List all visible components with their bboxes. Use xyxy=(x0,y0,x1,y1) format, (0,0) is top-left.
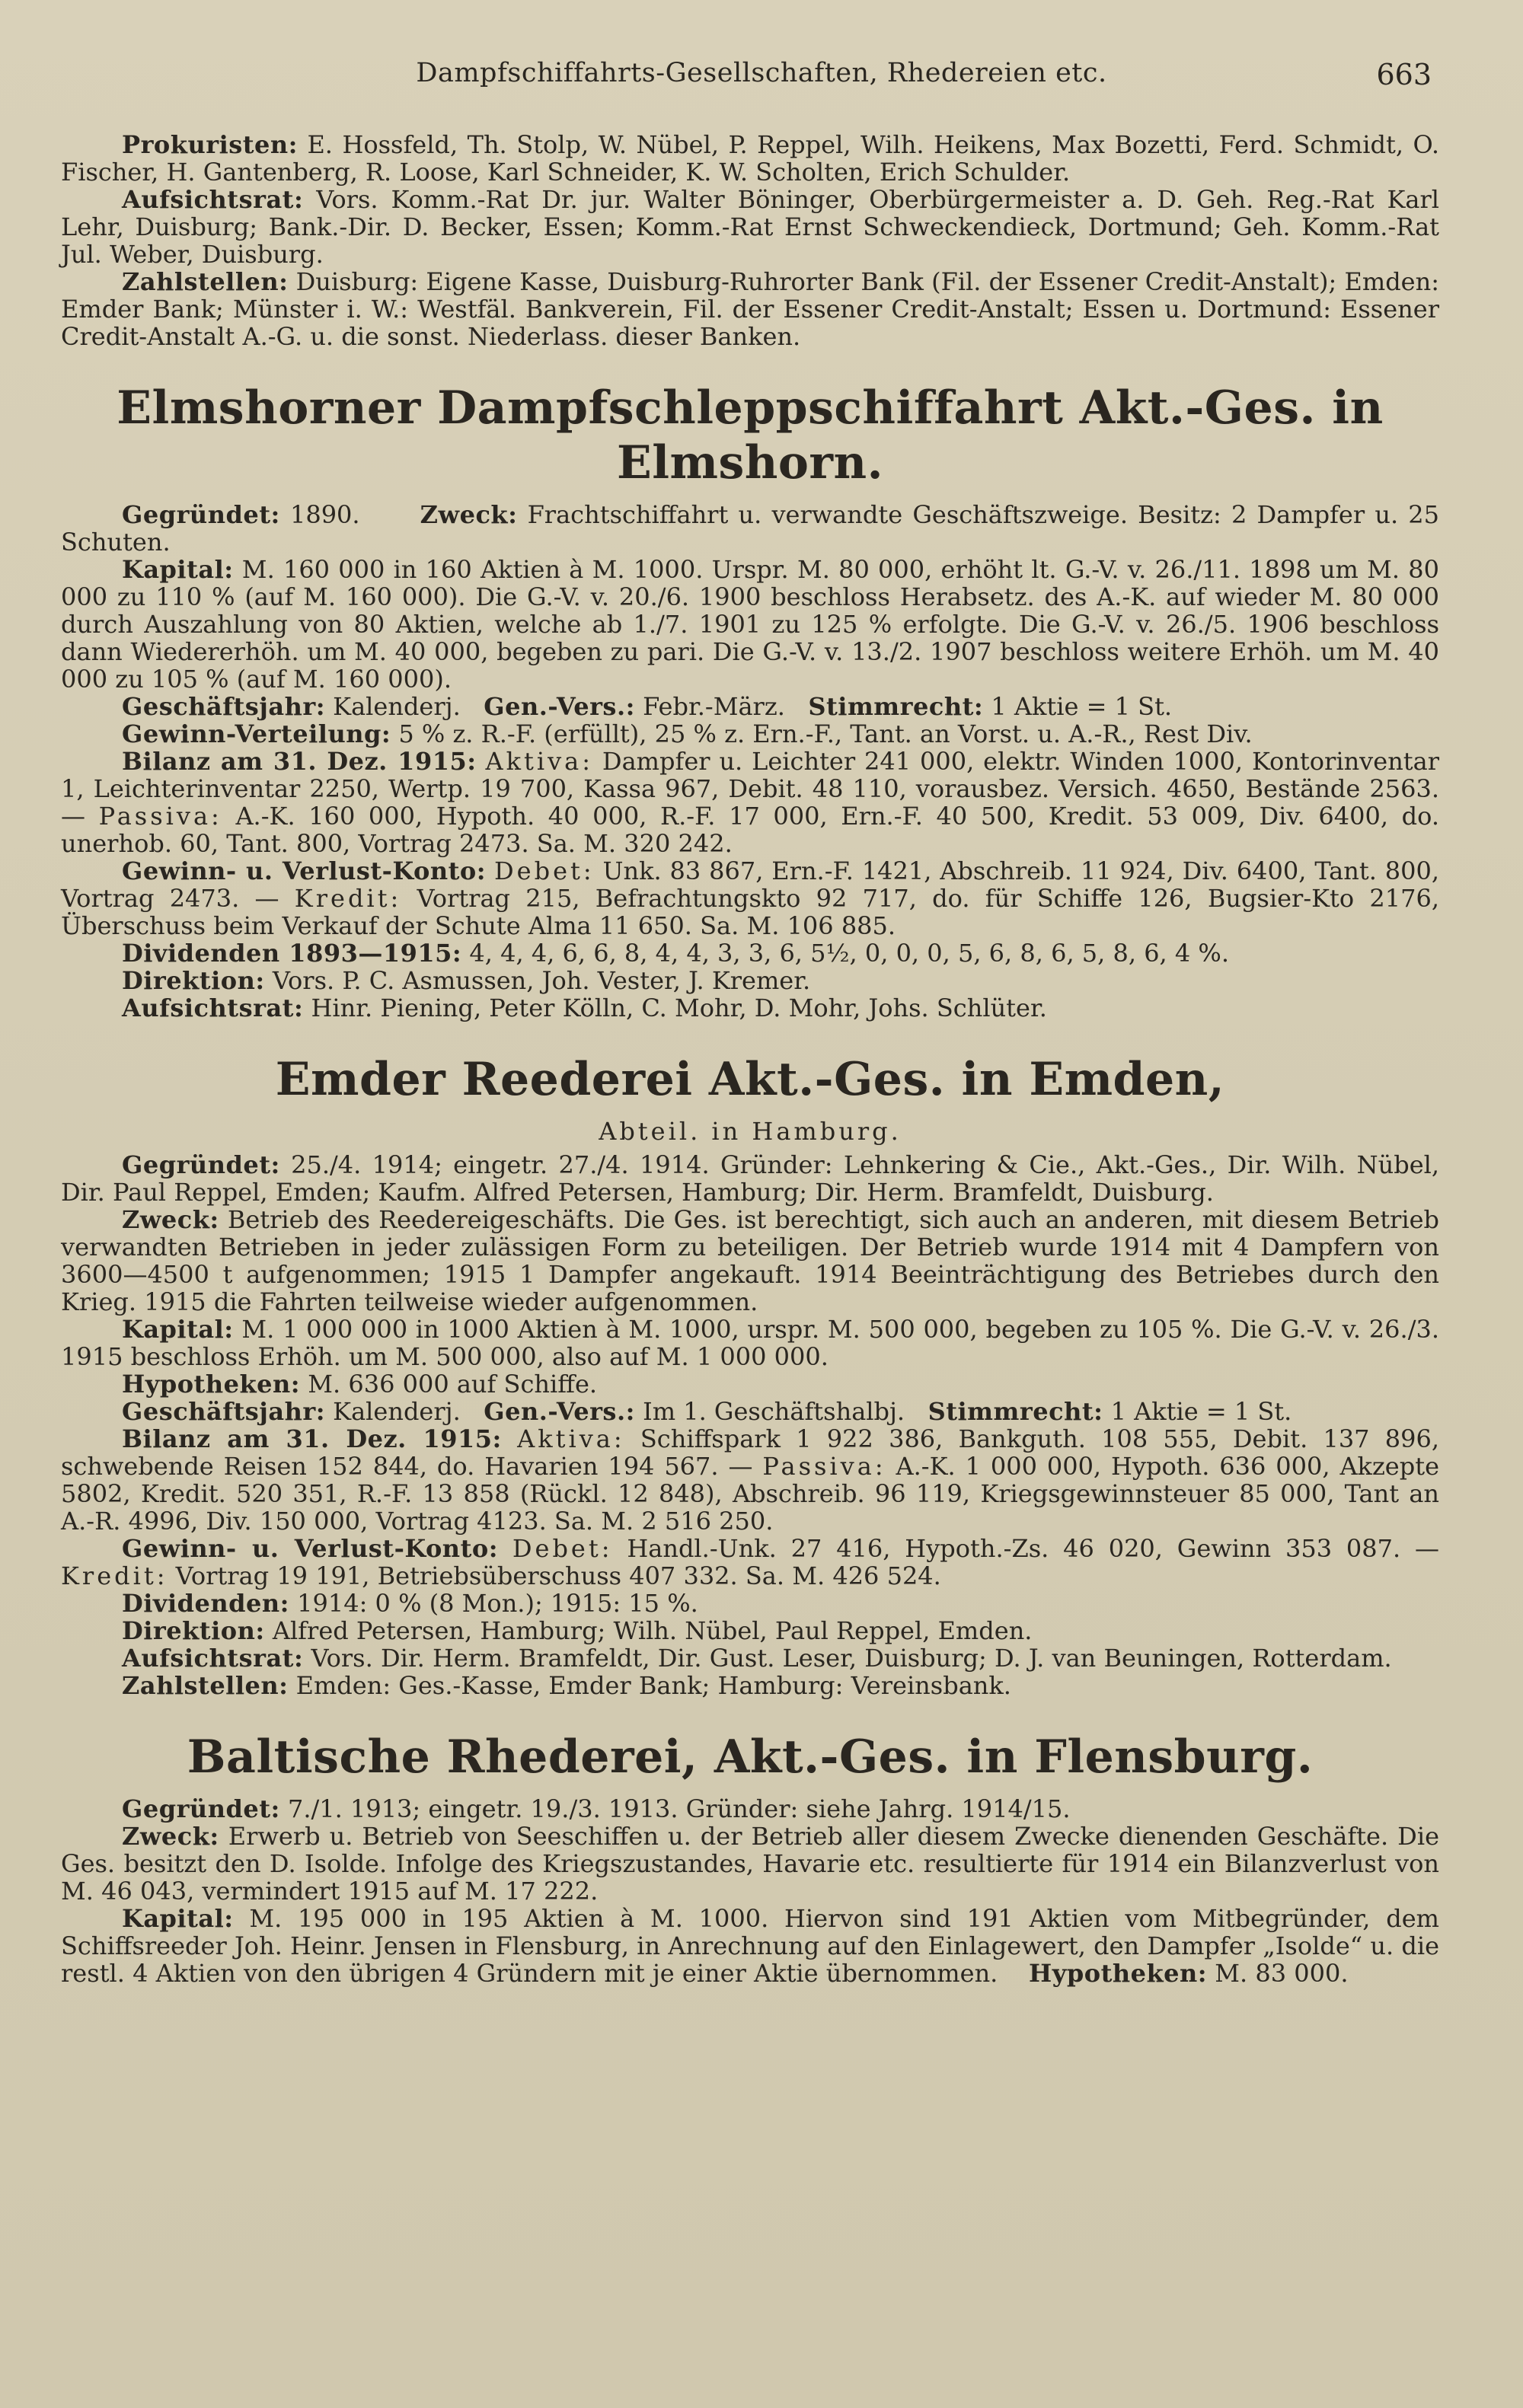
field-label: Hypotheken: xyxy=(122,1370,301,1399)
geschaeftsjahr-paragraph xyxy=(61,693,1439,720)
field-label: Stimmrecht: xyxy=(808,692,984,721)
bilanz-paragraph xyxy=(61,748,1439,857)
zahlstellen-paragraph xyxy=(61,1672,1439,1699)
field-label: Aufsichtsrat: xyxy=(122,1644,304,1673)
geschaeftsjahr-paragraph xyxy=(61,1398,1439,1425)
field-sublabel: Debet: xyxy=(493,856,595,885)
field-sublabel: Passiva: xyxy=(762,1452,886,1481)
field-text: Schiffspark 1 922 386, Bankguth. 108 555, Debit. 137 896, schwebende Reisen 152 844, do. Havarien 194 567. — xyxy=(61,1424,1440,1481)
field-text: 1 Aktie = 1 St. xyxy=(1110,1397,1292,1426)
field-text: A.-K. 1 000 000, Hypoth. 636 000, Akzepte 5802, Kredit. 520 351, R.-F. 13 858 (Rückl. 12 848), Abschreib. 96 119, Kriegsgewinnsteuer 85 000, Tant an A.-R. 4996, Div. 150 000, Vortrag 4123. Sa. M. 2 516 250. xyxy=(61,1452,1440,1536)
gegruendet-paragraph xyxy=(61,1795,1439,1823)
kapital-paragraph xyxy=(61,1316,1439,1370)
field-sublabel: Debet: xyxy=(512,1534,613,1563)
page-content xyxy=(61,131,1439,1987)
field-text: Alfred Petersen, Hamburg; Wilh. Nübel, Paul Reppel, Emden. xyxy=(272,1616,1033,1645)
field-label: Prokuristen: xyxy=(122,130,298,159)
field-text: Dampfer u. Leichter 241 000, elektr. Winden 1000, Kontorinventar 1, Leichterinventar 2250, Wertp. 19 700, Kassa 967, Debit. 48 110, vorausbez. Versich. 4650, Bestände 2563. — xyxy=(61,747,1440,831)
field-text: 1 Aktie = 1 St. xyxy=(991,692,1173,721)
field-text: Febr.-März. xyxy=(643,692,785,721)
field-label: Aufsichtsrat: xyxy=(122,185,304,214)
dividenden-paragraph xyxy=(61,939,1439,967)
field-text: M. 195 000 in 195 Aktien à M. 1000. Hiervon sind 191 Aktien vom Mitbegründer, dem Schiffsreeder Joh. Heinr. Jensen in Flensburg, in Anrechnung auf den Einlagewert, den Dampfer „Isolde“ u. die restl. 4 Aktien von den übrigen 4 Gründern mit je einer Aktie übernommen. xyxy=(61,1904,1439,1988)
field-label: Kapital: xyxy=(122,555,234,584)
field-text: M. 83 000. xyxy=(1215,1959,1349,1988)
field-text: Lehnkering & Cie., Akt.-Ges., Dir. Wilh. Nübel, Dir. Paul Reppel, Emden; Kaufm. Alfred Petersen, Hamburg; Dir. Herm. Bramfeldt, Duisburg. xyxy=(61,1150,1440,1207)
field-text: 4, 4, 4, 6, 6, 8, 4, 4, 3, 3, 6, 5½, 0, 0, 0, 5, 6, 8, 6, 5, 8, 6, 4 %. xyxy=(469,939,1229,968)
field-sublabel: Passiva: xyxy=(98,802,222,831)
field-text: Betrieb des Reedereigeschäfts. Die Ges. ist berechtigt, sich auch an anderen, mit diesem Betrieb verwandten Betrieben in jeder zulässigen Form zu beteiligen. Der Betrieb wurde 1914 mit 4 Dampfern von 3600—4500 t aufgenommen; 1915 1 Dampfer angekauft. 1914 Beeinträchtigung des Betriebes durch den Krieg. 1915 die Fahrten teilweise wieder aufgenommen. xyxy=(61,1205,1440,1316)
kapital-paragraph xyxy=(61,556,1439,693)
field-text: 25./4. 1914; eingetr. 27./4. 1914. xyxy=(291,1150,710,1179)
field-text: Kalenderj. xyxy=(333,1397,461,1426)
aufsichtsrat-paragraph xyxy=(61,994,1439,1022)
gewinn-verlust-paragraph xyxy=(61,1535,1439,1590)
hypotheken-paragraph xyxy=(61,1370,1439,1398)
zweck-paragraph xyxy=(61,1206,1439,1316)
field-label: Bilanz am 31. Dez. 1915: xyxy=(122,1424,502,1453)
company-title: Baltische Rhederei, Akt.-Ges. in Flensburg. xyxy=(187,1730,1314,1784)
field-text: siehe Jahrg. 1914/15. xyxy=(806,1794,1071,1823)
field-text: A.-K. 160 000, Hypoth. 40 000, R.-F. 17 000, Ern.-F. 40 500, Kredit. 53 009, Div. 6400, do. unerhob. 60, Tant. 800, Vortrag 2473. Sa. M. 320 242. xyxy=(61,802,1440,858)
field-label: Geschäftsjahr: xyxy=(122,692,325,721)
zahlstellen-paragraph xyxy=(61,268,1439,350)
field-text: M. 160 000 in 160 Aktien à M. 1000. Urspr. M. 80 000, erhöht lt. G.-V. v. 26./11. 1898 um M. 80 000 zu 110 % (auf M. 160 000). Die G.-V. v. 20./6. 1900 beschloss Herabsetz. des A.-K. auf wieder M. 80 000 durch Auszahlung von 80 Aktien, welche ab 1./7. 1901 zu 125 % erfolgte. Die G.-V. v. 26./5. 1906 beschloss dann Wiedererhöh. um M. 40 000, begeben zu pari. Die G.-V. v. 13./2. 1907 beschloss weitere Erhöh. um M. 40 000 zu 105 % (auf M. 160 000). xyxy=(61,555,1440,694)
field-label: Bilanz am 31. Dez. 1915: xyxy=(122,747,477,776)
field-text: M. 636 000 auf Schiffe. xyxy=(308,1370,598,1399)
field-sublabel: Aktiva: xyxy=(485,747,593,776)
field-text: Vors. P. C. Asmussen, Joh. Vester, J. Kremer. xyxy=(272,966,811,995)
bilanz-paragraph xyxy=(61,1425,1439,1535)
field-text: Vors. Dir. Herm. Bramfeldt, Dir. Gust. Leser, Duisburg; D. J. van Beuningen, Rotterdam. xyxy=(311,1644,1392,1673)
field-label: Zahlstellen: xyxy=(122,267,289,296)
field-label: Zweck: xyxy=(122,1205,219,1234)
field-text: Vortrag 215, Befrachtungskto 92 717, do. für Schiffe 126, Bugsier-Kto 2176, Überschuss beim Verkauf der Schute Alma 11 650. Sa. M. 106 885. xyxy=(61,884,1440,940)
direktion-paragraph xyxy=(61,1617,1439,1644)
gewinn-verlust-paragraph xyxy=(61,857,1439,939)
field-label: Gewinn- u. Verlust-Konto: xyxy=(122,856,487,885)
field-text: Duisburg: Eigene Kasse, Duisburg-Ruhrorter Bank (Fil. der Essener Credit-Anstalt); Emden: Emder Bank; Münster i. W.: Westfäl. Bankverein, Fil. der Essener Credit-Anstalt; Essen u. Dortmund: Essener Credit-Anstalt A.-G. u. die sonst. Niederlass. dieser Banken. xyxy=(61,267,1440,351)
field-label: Gegründet: xyxy=(122,500,280,529)
gewinn-verteilung-paragraph xyxy=(61,720,1439,748)
field-sublabel: Gründer: xyxy=(720,1150,833,1179)
direktion-paragraph xyxy=(61,967,1439,994)
field-text: Hinr. Piening, Peter Kölln, C. Mohr, D. Mohr, Johs. Schlüter. xyxy=(311,993,1047,1022)
field-text: Kalenderj. xyxy=(333,692,461,721)
company-title: Elmshorner Dampfschleppschiffahrt Akt.-Ges. in Elmshorn. xyxy=(117,381,1384,490)
field-sublabel: Kredit: xyxy=(294,884,402,913)
field-text: E. Hossfeld, Th. Stolp, W. Nübel, P. Reppel, Wilh. Heikens, Max Bozetti, Ferd. Schmidt, O. Fischer, H. Gantenberg, R. Loose, Karl Schneider, K. W. Scholten, Erich Schulder. xyxy=(61,130,1440,187)
kapital-paragraph xyxy=(61,1905,1439,1987)
field-label: Direktion: xyxy=(122,966,265,995)
field-sublabel: Aktiva: xyxy=(517,1424,625,1453)
prokuristen-paragraph xyxy=(61,131,1439,186)
field-label: Kapital: xyxy=(122,1315,234,1344)
field-text: 1914: 0 % (8 Mon.); 1915: 15 %. xyxy=(297,1589,698,1618)
company-title: Emder Reederei Akt.-Ges. in Emden, xyxy=(275,1053,1225,1106)
company-subtitle: Abteil. in Hamburg. xyxy=(599,1117,902,1146)
field-text: Handl.-Unk. 27 416, Hypoth.-Zs. 46 020, Gewinn 353 087. — xyxy=(627,1534,1439,1563)
field-text: Erwerb u. Betrieb von Seeschiffen u. der Betrieb aller diesem Zwecke dienenden Geschäfte. Die Ges. besitzt den D. Isolde. Infolge des Kriegszustandes, Havarie etc. resultierte für 1914 ein Bilanzverlust von M. 46 043, vermindert 1915 auf M. 17 222. xyxy=(61,1822,1440,1906)
field-label: Dividenden: xyxy=(122,1589,289,1618)
field-label: Aufsichtsrat: xyxy=(122,993,304,1022)
running-title: Dampfschiffahrts-Gesellschaften, Rhedereien etc. xyxy=(416,58,1107,88)
field-text: Emden: Ges.-Kasse, Emder Bank; Hamburg: Vereinsbank. xyxy=(295,1671,1011,1700)
field-text: Im 1. Geschäftshalbj. xyxy=(643,1397,905,1426)
field-label: Zweck: xyxy=(122,1822,219,1851)
page-number: 663 xyxy=(1376,58,1432,91)
field-text: Frachtschiffahrt u. verwandte Geschäftszweige. Besitz: 2 Dampfer u. 25 Schuten. xyxy=(61,500,1440,557)
field-label: Gewinn- u. Verlust-Konto: xyxy=(122,1534,498,1563)
gegruendet-paragraph xyxy=(61,1151,1439,1206)
field-label: Gegründet: xyxy=(122,1150,280,1179)
dividenden-paragraph xyxy=(61,1590,1439,1617)
field-text: 7./1. 1913; eingetr. 19./3. 1913. xyxy=(287,1794,678,1823)
field-label: Gen.-Vers.: xyxy=(484,692,635,721)
aufsichtsrat-paragraph xyxy=(61,1644,1439,1672)
field-text: Unk. 83 867, Ern.-F. 1421, Abschreib. 11 924, Div. 6400, Tant. 800, Vortrag 2473. — xyxy=(61,856,1440,913)
field-text: M. 1 000 000 in 1000 Aktien à M. 1000, urspr. M. 500 000, begeben zu 105 %. Die G.-V. v. 26./3. 1915 beschloss Erhöh. um M. 500 000, also auf M. 1 000 000. xyxy=(61,1315,1440,1371)
field-label: Stimmrecht: xyxy=(928,1397,1103,1426)
field-label: Zweck: xyxy=(420,500,518,529)
aufsichtsrat-paragraph xyxy=(61,186,1439,268)
page-header xyxy=(0,53,1523,99)
field-text: Vors. Komm.-Rat Dr. jur. Walter Böninger, Oberbürgermeister a. D. Geh. Reg.-Rat Karl Lehr, Duisburg; Bank.-Dir. D. Becker, Essen; Komm.-Rat Ernst Schweckendieck, Dortmund; Geh. Komm.-Rat Jul. Weber, Duisburg. xyxy=(61,185,1440,269)
field-text: 5 % z. R.-F. (erfüllt), 25 % z. Ern.-F., Tant. an Vorst. u. A.-R., Rest Div. xyxy=(398,719,1253,748)
gegruendet-paragraph xyxy=(61,501,1439,556)
field-label: Gegründet: xyxy=(122,1794,280,1823)
field-text: Vortrag 19 191, Betriebsüberschuss 407 332. Sa. M. 426 524. xyxy=(175,1561,941,1590)
field-label: Gewinn-Verteilung: xyxy=(122,719,391,748)
zweck-paragraph xyxy=(61,1823,1439,1905)
field-label: Geschäftsjahr: xyxy=(122,1397,325,1426)
field-label: Dividenden 1893—1915: xyxy=(122,939,462,968)
field-label: Hypotheken: xyxy=(1029,1959,1208,1988)
field-sublabel: Gründer: xyxy=(685,1794,799,1823)
field-text: 1890. xyxy=(289,500,360,529)
field-label: Direktion: xyxy=(122,1616,265,1645)
field-label: Zahlstellen: xyxy=(122,1671,289,1700)
field-sublabel: Kredit: xyxy=(61,1561,168,1590)
field-label: Kapital: xyxy=(122,1904,234,1933)
field-label: Gen.-Vers.: xyxy=(484,1397,635,1426)
